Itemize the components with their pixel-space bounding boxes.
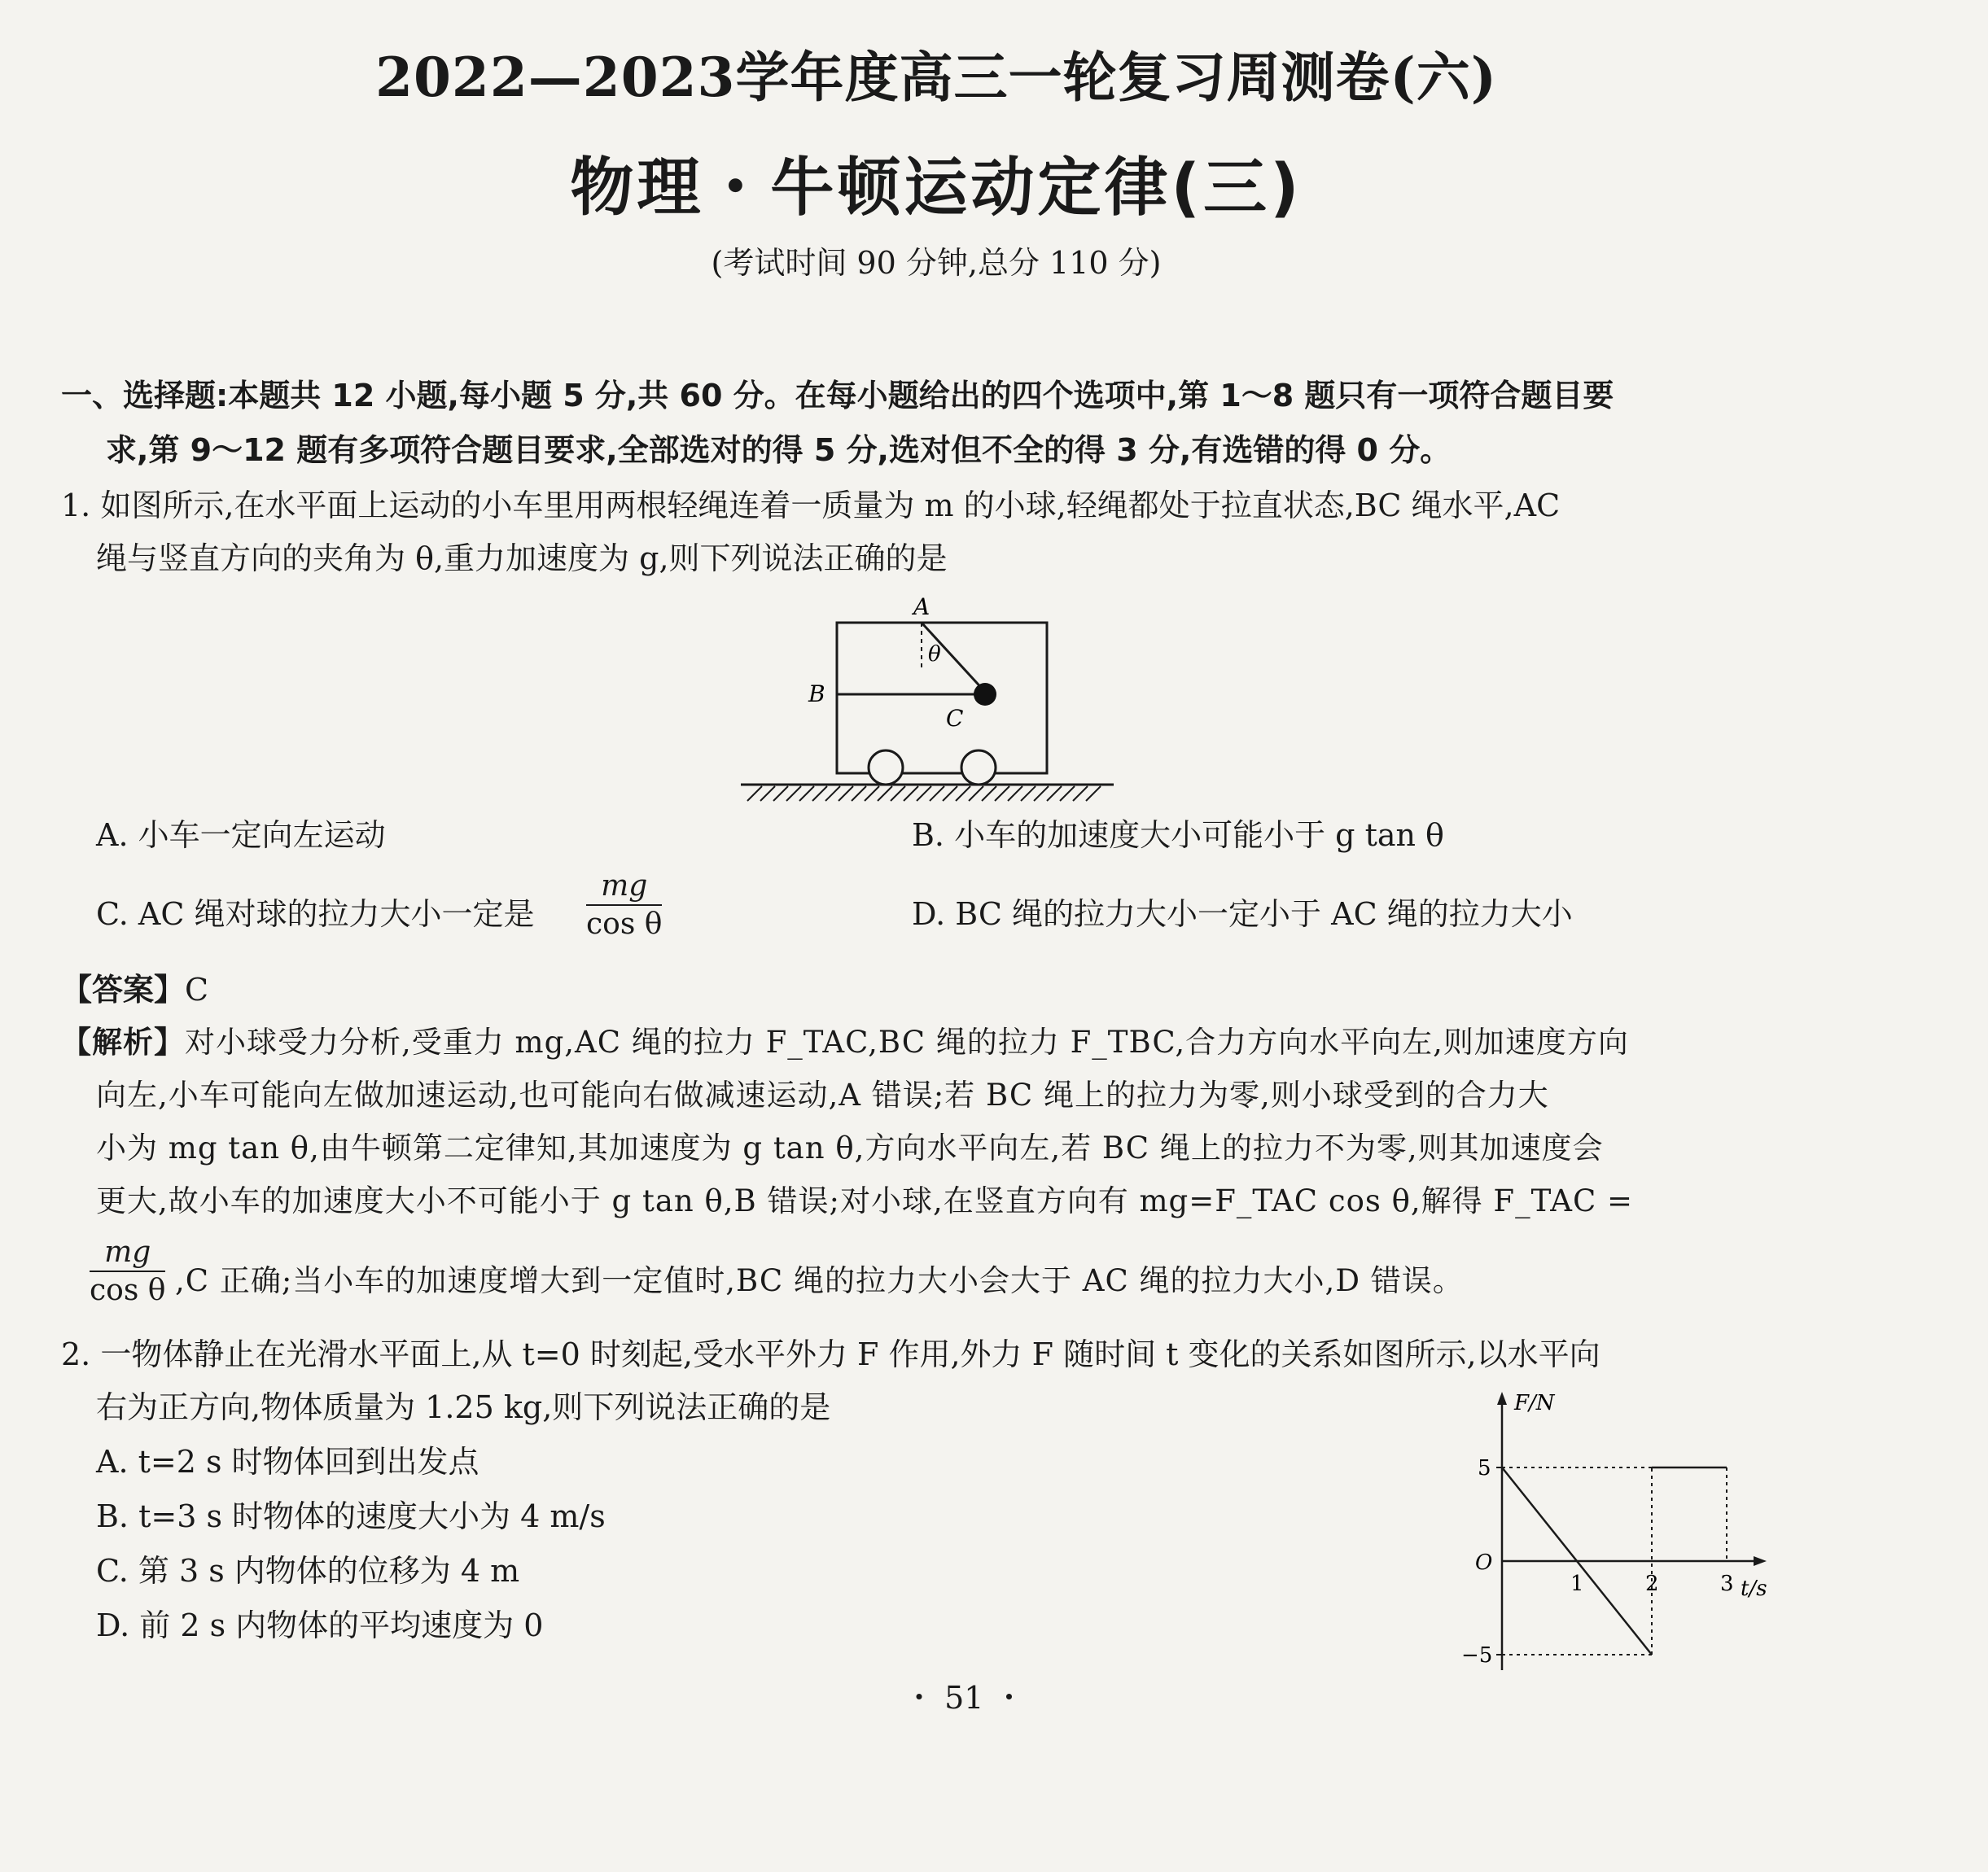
- question1-option-a: A. 小车一定向左运动: [96, 817, 386, 853]
- origin-label: O: [1475, 1551, 1493, 1575]
- y-axis-arrow-icon: [1497, 1392, 1507, 1405]
- wheel-right: [961, 750, 996, 785]
- label-b: B: [808, 680, 825, 707]
- analysis-line2: 向左,小车可能向左做加速运动,也可能向右做减速运动,A 错误;若 BC 绳上的拉力为零,则小球受到的合力大: [96, 1078, 1549, 1113]
- x-tick-label-3: 3: [1720, 1572, 1734, 1596]
- analysis-line5: ,C 正确;当小车的加速度增大到一定值时,BC 绳的拉力大小会大于 AC 绳的拉力大小,D 错误。: [175, 1263, 1464, 1298]
- cart-figure: [733, 586, 1123, 806]
- force-time-chart: [1433, 1384, 1799, 1677]
- question1-stem-line2: 绳与竖直方向的夹角为 θ,重力加速度为 g,则下列说法正确的是: [96, 540, 948, 576]
- option-c-fraction-numerator: mg: [586, 869, 662, 906]
- analysis-line4: 更大,故小车的加速度大小不可能小于 g tan θ,B 错误;对小球,在竖直方向有 mg=F_TAC cos θ,解得 F_TAC =: [96, 1183, 1634, 1218]
- x-axis-label: t/s: [1741, 1577, 1767, 1601]
- question2-stem-line1: 2. 一物体静止在光滑水平面上,从 t=0 时刻起,受水平外力 F 作用,外力 F 随时间 t 变化的关系如图所示,以水平向: [61, 1336, 1600, 1372]
- x-tick-label-1: 1: [1570, 1572, 1584, 1596]
- question2-option-a: A. t=2 s 时物体回到出发点: [96, 1444, 479, 1480]
- analysis-line1: [61, 1017, 1629, 1061]
- analysis-fraction: [90, 1236, 165, 1307]
- question2-option-d: D. 前 2 s 内物体的平均速度为 0: [96, 1607, 544, 1643]
- analysis-fraction-numerator: mg: [90, 1236, 165, 1272]
- y-tick-label-5: 5: [1478, 1456, 1491, 1481]
- answer-line: [61, 964, 208, 1009]
- exam-title: 2022—2023学年度高三一轮复习周测卷(六): [375, 46, 1497, 109]
- answer-value: C: [185, 972, 209, 1008]
- question1-option-d: D. BC 绳的拉力大小一定小于 AC 绳的拉力大小: [912, 896, 1573, 932]
- option-c-fraction-denominator: cos θ: [586, 908, 663, 941]
- ground-hatching: [747, 786, 1101, 801]
- question2-option-b: B. t=3 s 时物体的速度大小为 4 m/s: [96, 1498, 606, 1534]
- analysis-line3: 小为 mg tan θ,由牛顿第二定律知,其加速度为 g tan θ,方向水平向左,若 BC 绳上的拉力不为零,则其加速度会: [96, 1131, 1604, 1166]
- y-axis-label: F/N: [1514, 1391, 1555, 1415]
- label-c: C: [946, 705, 964, 732]
- analysis-text1: 对小球受力分析,受重力 mg,AC 绳的拉力 F_TAC,BC 绳的拉力 F_TBC,合力方向水平向左,则加速度方向: [185, 1025, 1629, 1060]
- analysis-fraction-denominator: cos θ: [90, 1274, 166, 1307]
- wheel-left: [869, 750, 903, 785]
- question1-stem-line1: 1. 如图所示,在水平面上运动的小车里用两根轻绳连着一质量为 m 的小球,轻绳都处于拉直状态,BC 绳水平,AC: [61, 488, 1561, 523]
- exam-info: (考试时间 90 分钟,总分 110 分): [711, 245, 1162, 281]
- section-instructions-line2: 求,第 9～12 题有多项符合题目要求,全部选对的得 5 分,选对但不全的得 3 分,有选错的得 0 分。: [106, 432, 1452, 468]
- y-tick-label--5: −5: [1461, 1643, 1493, 1668]
- question2-option-c: C. 第 3 s 内物体的位移为 4 m: [96, 1553, 520, 1589]
- question2-stem-line2: 右为正方向,物体质量为 1.25 kg,则下列说法正确的是: [96, 1389, 831, 1425]
- question1-option-c: C. AC 绳对球的拉力大小一定是: [96, 896, 535, 932]
- question1-option-b: B. 小车的加速度大小可能小于 g tan θ: [912, 817, 1444, 853]
- label-theta: θ: [928, 642, 941, 667]
- x-tick-label-2: 2: [1645, 1572, 1659, 1596]
- answer-label: 【答案】: [61, 971, 186, 1008]
- option-c-fraction: [586, 869, 662, 941]
- ball: [974, 683, 996, 706]
- x-axis-arrow-icon: [1754, 1556, 1767, 1566]
- section-instructions-line1: 一、选择题:本题共 12 小题,每小题 5 分,共 60 分。在每小题给出的四个选项中,第 1～8 题只有一项符合题目要: [61, 378, 1614, 413]
- label-a: A: [913, 593, 931, 620]
- analysis-label: 【解析】: [61, 1024, 185, 1060]
- page-number: ・ 51 ・: [904, 1680, 1025, 1716]
- exam-subtitle: 物理・牛顿运动定律(三): [570, 151, 1303, 225]
